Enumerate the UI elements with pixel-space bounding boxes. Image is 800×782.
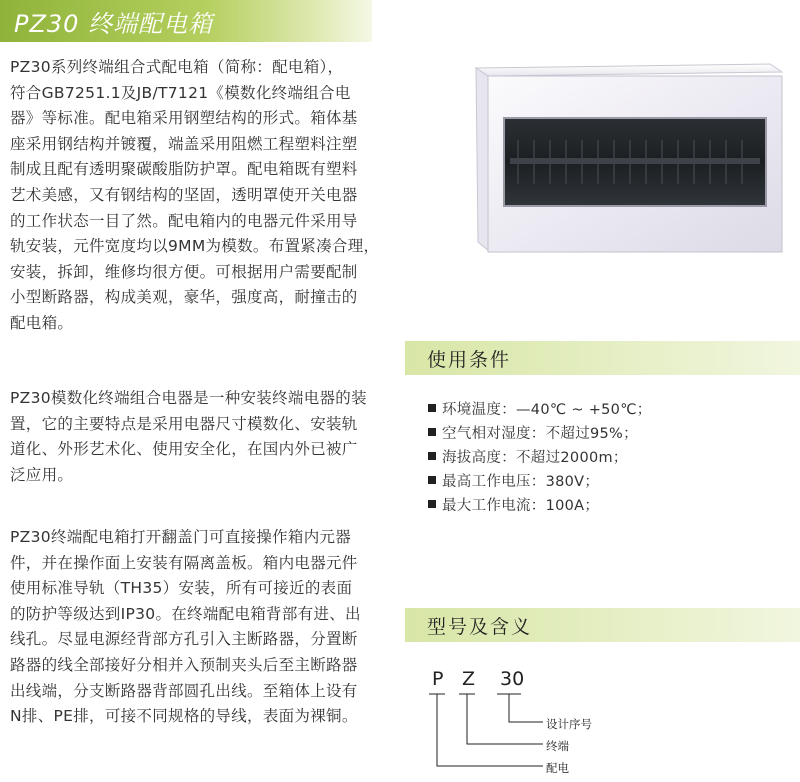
model-letter-p: P (432, 668, 444, 690)
bullet-square-icon (428, 428, 436, 436)
bullet-square-icon (428, 500, 436, 508)
intro-paragraph (10, 55, 388, 337)
text-line: 制成且配有透明聚碳酸脂防护罩。配电箱既有塑料 (10, 160, 358, 179)
text-line: 的工作状态一目了然。配电箱内的电器元件采用导 (10, 211, 358, 230)
model-label-distribution: 配电 (546, 761, 569, 775)
text-line: 出线端，分支断路器背部圆孔出线。至箱体上设有 (10, 681, 358, 700)
model-label-terminal: 终端 (546, 739, 569, 753)
bullet-square-icon (428, 404, 436, 412)
list-item: 最高工作电压：380V； (428, 470, 652, 494)
model-heading: 型号及含义 (427, 616, 533, 638)
list-item: 空气相对湿度：不超过95%； (428, 422, 652, 446)
text-line: 路器的线全部接好分相并入预制夹头后至主断路器 (10, 655, 358, 674)
text-line: 泛应用。 (10, 465, 74, 484)
text-line: N排、PE排，可接不同规格的导线，表面为裸铜。 (10, 707, 358, 726)
page-title: PZ30 终端配电箱 (14, 10, 214, 38)
text-line: PZ30模数化终端组合电器是一种安装终端电器的装 (10, 389, 367, 407)
text-line: 符合GB7251.1及JB/T7121《模数化终端组合电 (10, 83, 351, 102)
text-line: 配电箱。 (10, 313, 74, 332)
usage-conditions-list (428, 398, 652, 518)
list-item: 最大工作电流：100A； (428, 494, 652, 518)
bullet-square-icon (428, 452, 436, 460)
distribution-box-image (470, 62, 786, 262)
model-letter-z: Z (462, 668, 476, 690)
text-line: 道化、外形艺术化、使用安全化，在国内外已被广 (10, 440, 358, 459)
usage-section-header (405, 341, 800, 375)
usage-heading: 使用条件 (427, 349, 512, 371)
model-section-header (405, 608, 800, 642)
text-line: 件，并在操作面上安装有隔离盖板。箱内电器元件 (10, 553, 358, 572)
bullet-square-icon (428, 476, 436, 484)
text-line: 座采用钢结构并镀覆，端盖采用阻燃工程塑料注塑 (10, 134, 358, 153)
text-line: 置，它的主要特点是采用电器尺寸模数化、安装轨 (10, 414, 358, 433)
list-item: 环境温度：—40℃ ~ +50℃； (428, 398, 652, 422)
title-banner (0, 0, 372, 42)
model-label-design-serial: 设计序号 (546, 717, 592, 731)
text-line: 艺术美感，又有钢结构的坚固，透明罩使开关电器 (10, 185, 358, 204)
text-line: 的防护等级达到IP30。在终端配电箱背部有进、出 (10, 604, 361, 623)
text-line: 小型断路器，构成美观，豪华，强度高，耐撞击的 (10, 288, 358, 307)
text-line: 线孔。尽显电源经背部方孔引入主断路器，分置断 (10, 630, 358, 649)
model-number: 30 (500, 668, 525, 690)
text-line: 轨安装，元件宽度均以9MM为模数。布置紧凑合理， (10, 237, 380, 256)
list-item: 海拔高度：不超过2000m； (428, 446, 652, 470)
text-line: PZ30终端配电箱打开翻盖门可直接操作箱内元器 (10, 528, 352, 546)
text-line: 器》等标准。配电箱采用钢塑结构的形式。箱体基 (10, 109, 358, 128)
model-bracket-lines (425, 690, 565, 772)
text-line: 使用标准导轨（TH35）安装，所有可接近的表面 (10, 579, 353, 598)
text-line: PZ30系列终端组合式配电箱（简称：配电箱）， (10, 58, 344, 76)
structure-paragraph (10, 525, 388, 730)
modular-paragraph (10, 386, 388, 488)
text-line: 安装，拆卸，维修均很方便。可根据用户需要配制 (10, 262, 358, 281)
